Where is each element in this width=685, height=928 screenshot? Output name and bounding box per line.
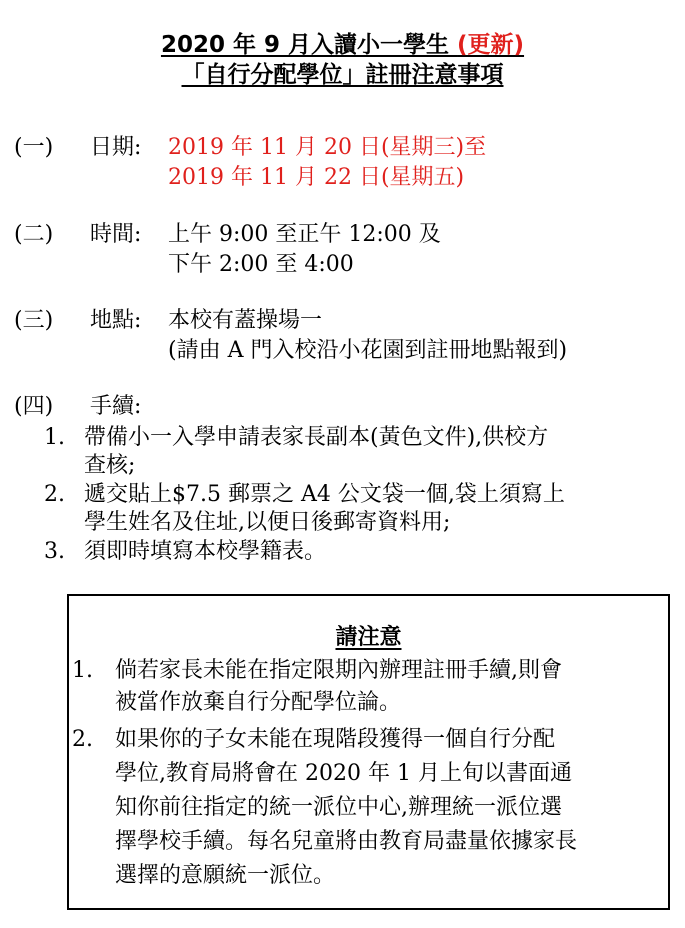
notice-1-line-2: 被當作放棄自行分配學位論。 <box>115 690 402 715</box>
section-2-key: 時間: <box>90 222 142 247</box>
notice-2-line-4: 擇學校手續。每名兒童將由教育局盡量依據家長 <box>115 829 578 854</box>
notice-2-line-2: 學位,教育局將會在 2020 年 1 月上旬以書面通 <box>115 761 572 786</box>
section-3-label: (三) <box>14 308 54 333</box>
section-1-line-2: 2019 年 11 月 22 日(星期五) <box>168 165 465 190</box>
notice-2-line-3: 知你前往指定的統一派位中心,辦理統一派位選 <box>115 795 562 820</box>
notice-title: 請注意 <box>335 624 402 650</box>
section-2-label: (二) <box>14 222 54 247</box>
page-subtitle: 「自行分配學位」註冊注意事項 <box>181 62 504 88</box>
page-title <box>0 30 685 60</box>
procedure-2-line-1: 遞交貼上$7.5 郵票之 A4 公文袋一個,袋上須寫上 <box>84 482 565 507</box>
section-2-line-2: 下午 2:00 至 4:00 <box>168 252 354 277</box>
notice-1-number: 1. <box>72 658 93 683</box>
section-1-key: 日期: <box>90 135 142 160</box>
title-line1: 2020 年 9 月入讀小一學生 <box>160 32 449 58</box>
procedure-1-number: 1. <box>44 425 65 450</box>
notice-2-line-5: 選擇的意願統一派位。 <box>115 863 336 888</box>
procedure-3-line-1: 須即時填寫本校學籍表。 <box>84 539 327 564</box>
procedure-2-number: 2. <box>44 482 65 507</box>
procedure-1-line-1: 帶備小一入學申請表家長副本(黃色文件),供校方 <box>84 425 549 450</box>
section-3-key: 地點: <box>90 308 142 333</box>
section-4-label: (四) <box>14 394 54 419</box>
procedure-3-number: 3. <box>44 539 65 564</box>
section-2-line-1: 上午 9:00 至正午 12:00 及 <box>168 222 441 247</box>
procedure-1-line-2: 查核; <box>84 453 136 478</box>
procedure-2-line-2: 學生姓名及住址,以便日後郵寄資料用; <box>84 510 451 535</box>
title-update-tag: (更新) <box>457 32 525 58</box>
section-4-key: 手續: <box>90 394 142 419</box>
section-3-line-2: (請由 A 門入校沿小花園到註冊地點報到) <box>168 338 568 363</box>
section-1-label: (一) <box>14 135 54 160</box>
section-1-line-1: 2019 年 11 月 20 日(星期三)至 <box>168 135 487 160</box>
notice-2-line-1: 如果你的子女未能在現階段獲得一個自行分配 <box>115 727 556 752</box>
notice-2-number: 2. <box>72 727 93 752</box>
notice-1-line-1: 倘若家長未能在指定限期內辦理註冊手續,則會 <box>115 658 562 683</box>
section-3-line-1: 本校有蓋操場一 <box>168 308 323 333</box>
